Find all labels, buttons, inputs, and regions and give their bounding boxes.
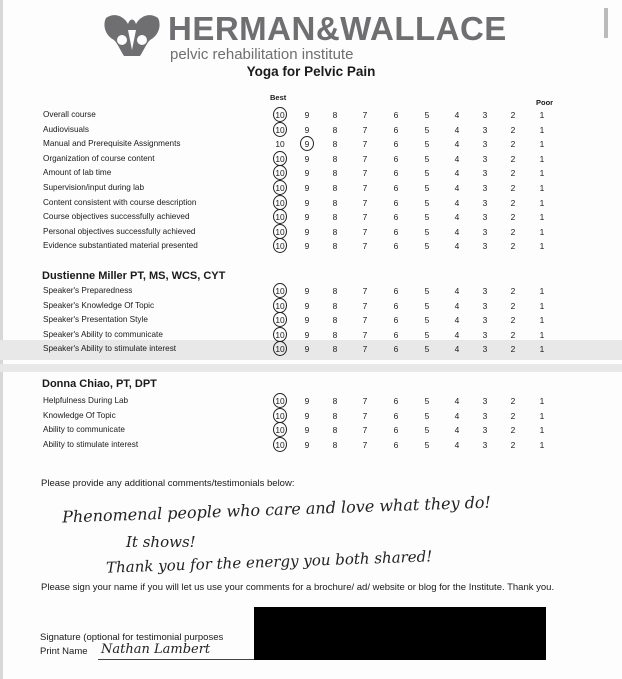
rating-option[interactable]: 2 <box>510 396 516 406</box>
rating-option[interactable]: 1 <box>539 226 545 237</box>
rating-label: Evidence substantiated material presented <box>43 241 198 251</box>
rating-row <box>0 314 622 329</box>
rating-option[interactable]: 4 <box>454 300 460 311</box>
rating-option[interactable]: 5 <box>424 344 430 355</box>
rating-row <box>0 153 622 168</box>
rating-option[interactable]: 5 <box>424 439 430 450</box>
rating-option[interactable]: 10 <box>275 396 285 406</box>
rating-row <box>0 138 622 153</box>
rating-option[interactable]: 4 <box>454 110 460 120</box>
rating-option[interactable]: 8 <box>332 153 338 164</box>
rating-row <box>0 300 622 315</box>
rating-option[interactable]: 2 <box>510 286 516 296</box>
rating-option[interactable]: 2 <box>510 110 516 120</box>
rating-option[interactable]: 3 <box>482 168 488 179</box>
rating-option[interactable]: 7 <box>362 153 368 164</box>
rating-row <box>0 240 622 255</box>
rating-option[interactable]: 4 <box>454 168 460 179</box>
rating-option[interactable]: 1 <box>539 286 545 296</box>
rating-option[interactable]: 5 <box>424 183 430 193</box>
rating-label: Amount of lab time <box>43 168 112 178</box>
rating-option[interactable]: 8 <box>332 212 338 223</box>
rating-option[interactable]: 10 <box>275 124 285 135</box>
rating-option[interactable]: 5 <box>424 124 430 135</box>
rating-option[interactable]: 9 <box>304 329 310 340</box>
rating-option[interactable]: 6 <box>393 315 399 326</box>
rating-option[interactable]: 10 <box>275 139 285 150</box>
rating-option[interactable]: 7 <box>362 439 368 450</box>
rating-row <box>0 329 622 344</box>
rating-option[interactable]: 5 <box>424 168 430 179</box>
rating-option[interactable]: 10 <box>275 315 285 326</box>
selected-circle <box>273 408 287 423</box>
rating-option[interactable]: 10 <box>275 439 285 450</box>
rating-option[interactable]: 2 <box>510 425 516 436</box>
rating-row <box>0 167 622 182</box>
rating-option[interactable]: 9 <box>304 315 310 326</box>
rating-row <box>0 395 622 410</box>
rating-option[interactable]: 7 <box>362 124 368 135</box>
rating-option[interactable]: 9 <box>304 183 310 193</box>
rating-option[interactable]: 5 <box>424 139 430 150</box>
rating-option[interactable]: 1 <box>539 139 545 150</box>
rating-option[interactable]: 1 <box>539 439 545 450</box>
rating-option[interactable]: 7 <box>362 344 368 355</box>
rating-option[interactable]: 8 <box>332 110 338 120</box>
rating-option[interactable]: 4 <box>454 410 460 421</box>
rating-row <box>0 109 622 124</box>
rating-option[interactable]: 7 <box>362 300 368 311</box>
rating-option[interactable]: 9 <box>304 197 310 208</box>
pelvis-logo-icon <box>100 10 164 62</box>
rating-option[interactable]: 7 <box>362 396 368 406</box>
handwritten-comment-1: Phenomenal people who care and love what they do! <box>61 492 492 527</box>
rating-option[interactable]: 1 <box>539 168 545 179</box>
rating-option[interactable]: 7 <box>362 315 368 326</box>
rating-option[interactable]: 10 <box>275 241 285 252</box>
rating-option[interactable]: 1 <box>539 300 545 311</box>
rating-option[interactable]: 10 <box>275 300 285 311</box>
rating-option[interactable]: 9 <box>304 439 310 450</box>
rating-option[interactable]: 9 <box>304 300 310 311</box>
signature-label: Signature (optional for testimonial purposes <box>40 632 224 643</box>
brand-tagline: pelvic rehabilitation institute <box>170 46 354 63</box>
best-label: Best <box>270 93 287 102</box>
rating-option[interactable]: 6 <box>393 286 399 296</box>
rating-label: Speaker's Presentation Style <box>43 315 148 325</box>
rating-row <box>0 410 622 425</box>
rating-option[interactable]: 1 <box>539 315 545 326</box>
rating-option[interactable]: 6 <box>393 241 399 252</box>
rating-option[interactable]: 8 <box>332 226 338 237</box>
rating-option[interactable]: 7 <box>362 183 368 193</box>
rating-label: Content consistent with course description <box>43 197 197 207</box>
rating-option[interactable]: 1 <box>539 212 545 223</box>
redaction-block <box>254 607 546 660</box>
rating-option[interactable]: 4 <box>454 183 460 193</box>
rating-option[interactable]: 10 <box>275 110 285 120</box>
rating-option[interactable]: 5 <box>424 425 430 436</box>
rating-option[interactable]: 3 <box>482 124 488 135</box>
rating-option[interactable]: 7 <box>362 212 368 223</box>
rating-option[interactable]: 6 <box>393 197 399 208</box>
instructor-1-name: Dustienne Miller PT, MS, WCS, CYT <box>42 270 226 282</box>
rating-option[interactable]: 2 <box>510 300 516 311</box>
rating-option[interactable]: 3 <box>482 300 488 311</box>
rating-option[interactable]: 4 <box>454 124 460 135</box>
rating-option[interactable]: 2 <box>510 197 516 208</box>
rating-option[interactable]: 6 <box>393 168 399 179</box>
rating-option[interactable]: 7 <box>362 410 368 421</box>
rating-option[interactable]: 10 <box>275 212 285 223</box>
rating-option[interactable]: 2 <box>510 183 516 193</box>
rating-option[interactable]: 10 <box>275 153 285 164</box>
handwritten-comment-3: Thank you for the energy you both shared! <box>105 547 433 577</box>
rating-option[interactable]: 7 <box>362 241 368 252</box>
rating-option[interactable]: 3 <box>482 425 488 436</box>
selected-circle <box>273 393 287 408</box>
rating-option[interactable]: 9 <box>304 168 310 179</box>
brand-logo <box>100 8 550 64</box>
selected-circle <box>273 283 287 298</box>
rating-option[interactable]: 8 <box>332 425 338 436</box>
rating-option[interactable]: 5 <box>424 197 430 208</box>
rating-option[interactable]: 10 <box>275 410 285 421</box>
rating-option[interactable]: 5 <box>424 315 430 326</box>
rating-option[interactable]: 10 <box>275 226 285 237</box>
rating-label: Helpfulness During Lab <box>43 396 129 405</box>
rating-option[interactable]: 1 <box>539 241 545 252</box>
rating-option[interactable]: 4 <box>454 329 460 340</box>
rating-option[interactable]: 2 <box>510 168 516 179</box>
rating-option[interactable]: 6 <box>393 226 399 237</box>
rating-option[interactable]: 5 <box>424 329 430 340</box>
rating-option[interactable]: 8 <box>332 241 338 252</box>
rating-label: Audiovisuals <box>43 124 89 134</box>
rating-option[interactable]: 7 <box>362 197 368 208</box>
rating-label: Speaker's Preparedness <box>43 286 133 295</box>
rating-option[interactable]: 5 <box>424 241 430 252</box>
rating-option[interactable]: 4 <box>454 344 460 355</box>
rating-option[interactable]: 10 <box>275 329 285 340</box>
rating-option[interactable]: 3 <box>482 183 488 193</box>
rating-option[interactable]: 4 <box>454 226 460 237</box>
rating-label: Ability to stimulate interest <box>43 439 139 449</box>
comments-prompt: Please provide any additional comments/testimonials below: <box>41 478 295 489</box>
rating-option[interactable]: 8 <box>332 396 338 406</box>
rating-option[interactable]: 3 <box>482 315 488 326</box>
rating-option[interactable]: 6 <box>393 329 399 340</box>
rating-option[interactable]: 4 <box>454 425 460 436</box>
rating-option[interactable]: 8 <box>332 329 338 340</box>
rating-option[interactable]: 5 <box>424 110 430 120</box>
rating-option[interactable]: 9 <box>304 110 310 120</box>
rating-option[interactable]: 6 <box>393 139 399 150</box>
rating-option[interactable]: 2 <box>510 410 516 421</box>
handwritten-comment-2: It shows! <box>126 533 196 551</box>
rating-option[interactable]: 9 <box>304 344 310 355</box>
rating-option[interactable]: 3 <box>482 329 488 340</box>
rating-option[interactable]: 7 <box>362 139 368 150</box>
rating-option[interactable]: 6 <box>393 212 399 223</box>
rating-label: Ability to communicate <box>43 425 125 435</box>
rating-option[interactable]: 4 <box>454 241 460 252</box>
rating-option[interactable]: 8 <box>332 183 338 193</box>
rating-option[interactable]: 9 <box>304 410 310 421</box>
rating-option[interactable]: 1 <box>539 329 545 340</box>
rating-option[interactable]: 4 <box>454 153 460 164</box>
rating-option[interactable]: 1 <box>539 197 545 208</box>
rating-option[interactable]: 4 <box>454 286 460 296</box>
selected-circle <box>273 224 287 239</box>
rating-option[interactable]: 3 <box>482 139 488 150</box>
rating-option[interactable]: 6 <box>393 183 399 193</box>
rating-row <box>0 226 622 241</box>
permission-text: Please sign your name if you will let us use your comments for a brochure/ ad/ website or blog for the Institute. Thank you. <box>41 582 555 593</box>
rating-row <box>0 439 622 454</box>
rating-row <box>0 182 622 197</box>
rating-option[interactable]: 8 <box>332 300 338 311</box>
rating-label: Speaker's Ability to communicate <box>43 329 163 339</box>
rating-option[interactable]: 3 <box>482 396 488 406</box>
rating-option[interactable]: 4 <box>454 396 460 406</box>
rating-row <box>0 424 622 439</box>
rating-option[interactable]: 6 <box>393 110 399 120</box>
rating-option[interactable]: 5 <box>424 286 430 296</box>
rating-option[interactable]: 8 <box>332 197 338 208</box>
rating-option[interactable]: 2 <box>510 212 516 223</box>
rating-option[interactable]: 9 <box>304 396 310 406</box>
rating-option[interactable]: 9 <box>304 226 310 237</box>
rating-label: Course objectives successfully achieved <box>43 212 190 222</box>
rating-option[interactable]: 3 <box>482 286 488 296</box>
rating-option[interactable]: 1 <box>539 124 545 135</box>
rating-label: Supervision/input during lab <box>43 183 145 192</box>
rating-option[interactable]: 7 <box>362 110 368 120</box>
rating-option[interactable]: 8 <box>332 168 338 179</box>
rating-option[interactable]: 6 <box>393 153 399 164</box>
scan-mark <box>604 8 608 38</box>
rating-option[interactable]: 10 <box>275 344 285 355</box>
shade-band <box>0 364 622 372</box>
rating-option[interactable]: 1 <box>539 110 545 120</box>
rating-option[interactable]: 2 <box>510 344 516 355</box>
rating-option[interactable]: 2 <box>510 439 516 450</box>
rating-option[interactable]: 3 <box>482 197 488 208</box>
rating-option[interactable]: 4 <box>454 139 460 150</box>
rating-option[interactable]: 6 <box>393 300 399 311</box>
rating-option[interactable]: 3 <box>482 410 488 421</box>
rating-option[interactable]: 2 <box>510 241 516 252</box>
rating-option[interactable]: 7 <box>362 286 368 296</box>
rating-option[interactable]: 3 <box>482 241 488 252</box>
rating-row <box>0 285 622 300</box>
rating-option[interactable]: 2 <box>510 315 516 326</box>
rating-option[interactable]: 2 <box>510 153 516 164</box>
rating-option[interactable]: 6 <box>393 344 399 355</box>
selected-circle <box>273 151 287 166</box>
rating-option[interactable]: 8 <box>332 315 338 326</box>
rating-option[interactable]: 8 <box>332 286 338 296</box>
rating-option[interactable]: 3 <box>482 110 488 120</box>
rating-option[interactable]: 9 <box>304 153 310 164</box>
rating-option[interactable]: 3 <box>482 344 488 355</box>
rating-option[interactable]: 1 <box>539 344 545 355</box>
rating-option[interactable]: 9 <box>304 425 310 436</box>
rating-option[interactable]: 7 <box>362 226 368 237</box>
rating-option[interactable]: 2 <box>510 124 516 135</box>
rating-option[interactable]: 1 <box>539 425 545 436</box>
rating-option[interactable]: 1 <box>539 396 545 406</box>
rating-option[interactable]: 3 <box>482 439 488 450</box>
rating-option[interactable]: 1 <box>539 153 545 164</box>
rating-option[interactable]: 5 <box>424 410 430 421</box>
rating-option[interactable]: 7 <box>362 425 368 436</box>
rating-option[interactable]: 9 <box>304 286 310 296</box>
rating-option[interactable]: 10 <box>275 286 285 296</box>
rating-option[interactable]: 10 <box>275 168 285 179</box>
rating-option[interactable]: 6 <box>393 425 399 436</box>
selected-circle <box>273 107 287 122</box>
rating-option[interactable]: 1 <box>539 410 545 421</box>
rating-label: Organization of course content <box>43 153 155 163</box>
rating-label: Manual and Prerequisite Assignments <box>43 139 181 149</box>
rating-option[interactable]: 4 <box>454 315 460 326</box>
rating-label: Personal objectives successfully achieved <box>43 226 196 236</box>
rating-option[interactable]: 9 <box>304 241 310 252</box>
rating-option[interactable]: 4 <box>454 212 460 223</box>
selected-circle <box>273 327 287 342</box>
selected-circle <box>273 195 287 210</box>
rating-option[interactable]: 9 <box>304 124 310 135</box>
rating-row <box>0 343 622 358</box>
rating-option[interactable]: 6 <box>393 439 399 450</box>
selected-circle <box>273 298 287 313</box>
instructor-2-name: Donna Chiao, PT, DPT <box>42 378 157 390</box>
rating-option[interactable]: 5 <box>424 396 430 406</box>
rating-option[interactable]: 9 <box>304 139 310 150</box>
rating-option[interactable]: 9 <box>304 212 310 223</box>
rating-option[interactable]: 8 <box>332 410 338 421</box>
rating-option[interactable]: 5 <box>424 300 430 311</box>
rating-option[interactable]: 8 <box>332 124 338 135</box>
rating-option[interactable]: 8 <box>332 344 338 355</box>
selected-circle <box>273 180 287 195</box>
print-name-value: Nathan Lambert <box>101 642 211 657</box>
rating-option[interactable]: 5 <box>424 212 430 223</box>
rating-option[interactable]: 3 <box>482 153 488 164</box>
selected-circle <box>273 122 287 137</box>
print-name-label: Print Name <box>40 646 88 657</box>
rating-option[interactable]: 8 <box>332 439 338 450</box>
rating-option[interactable]: 10 <box>275 425 285 436</box>
rating-label: Knowledge Of Topic <box>43 410 116 420</box>
rating-option[interactable]: 2 <box>510 226 516 237</box>
rating-option[interactable]: 5 <box>424 226 430 237</box>
rating-option[interactable]: 10 <box>275 183 285 193</box>
rating-row <box>0 211 622 226</box>
rating-row <box>0 197 622 212</box>
rating-option[interactable]: 1 <box>539 183 545 193</box>
rating-option[interactable]: 2 <box>510 329 516 340</box>
rating-option[interactable]: 3 <box>482 212 488 223</box>
rating-option[interactable]: 2 <box>510 139 516 150</box>
rating-label: Speaker's Knowledge Of Topic <box>43 300 155 310</box>
selected-circle <box>273 437 287 452</box>
rating-row <box>0 124 622 139</box>
rating-label: Speaker's Ability to stimulate interest <box>43 344 177 354</box>
rating-label: Overall course <box>43 110 96 119</box>
rating-option[interactable]: 5 <box>424 153 430 164</box>
rating-option[interactable]: 4 <box>454 439 460 450</box>
brand-name: HERMAN&WALLACE <box>168 10 507 47</box>
rating-option[interactable]: 4 <box>454 197 460 208</box>
rating-option[interactable]: 6 <box>393 396 399 406</box>
poor-label: Poor <box>536 98 554 107</box>
rating-option[interactable]: 8 <box>332 139 338 150</box>
rating-option[interactable]: 6 <box>393 410 399 421</box>
rating-option[interactable]: 10 <box>275 197 285 208</box>
rating-option[interactable]: 7 <box>362 168 368 179</box>
rating-option[interactable]: 3 <box>482 226 488 237</box>
course-title: Yoga for Pelvic Pain <box>246 64 376 79</box>
rating-option[interactable]: 6 <box>393 124 399 135</box>
rating-option[interactable]: 7 <box>362 329 368 340</box>
